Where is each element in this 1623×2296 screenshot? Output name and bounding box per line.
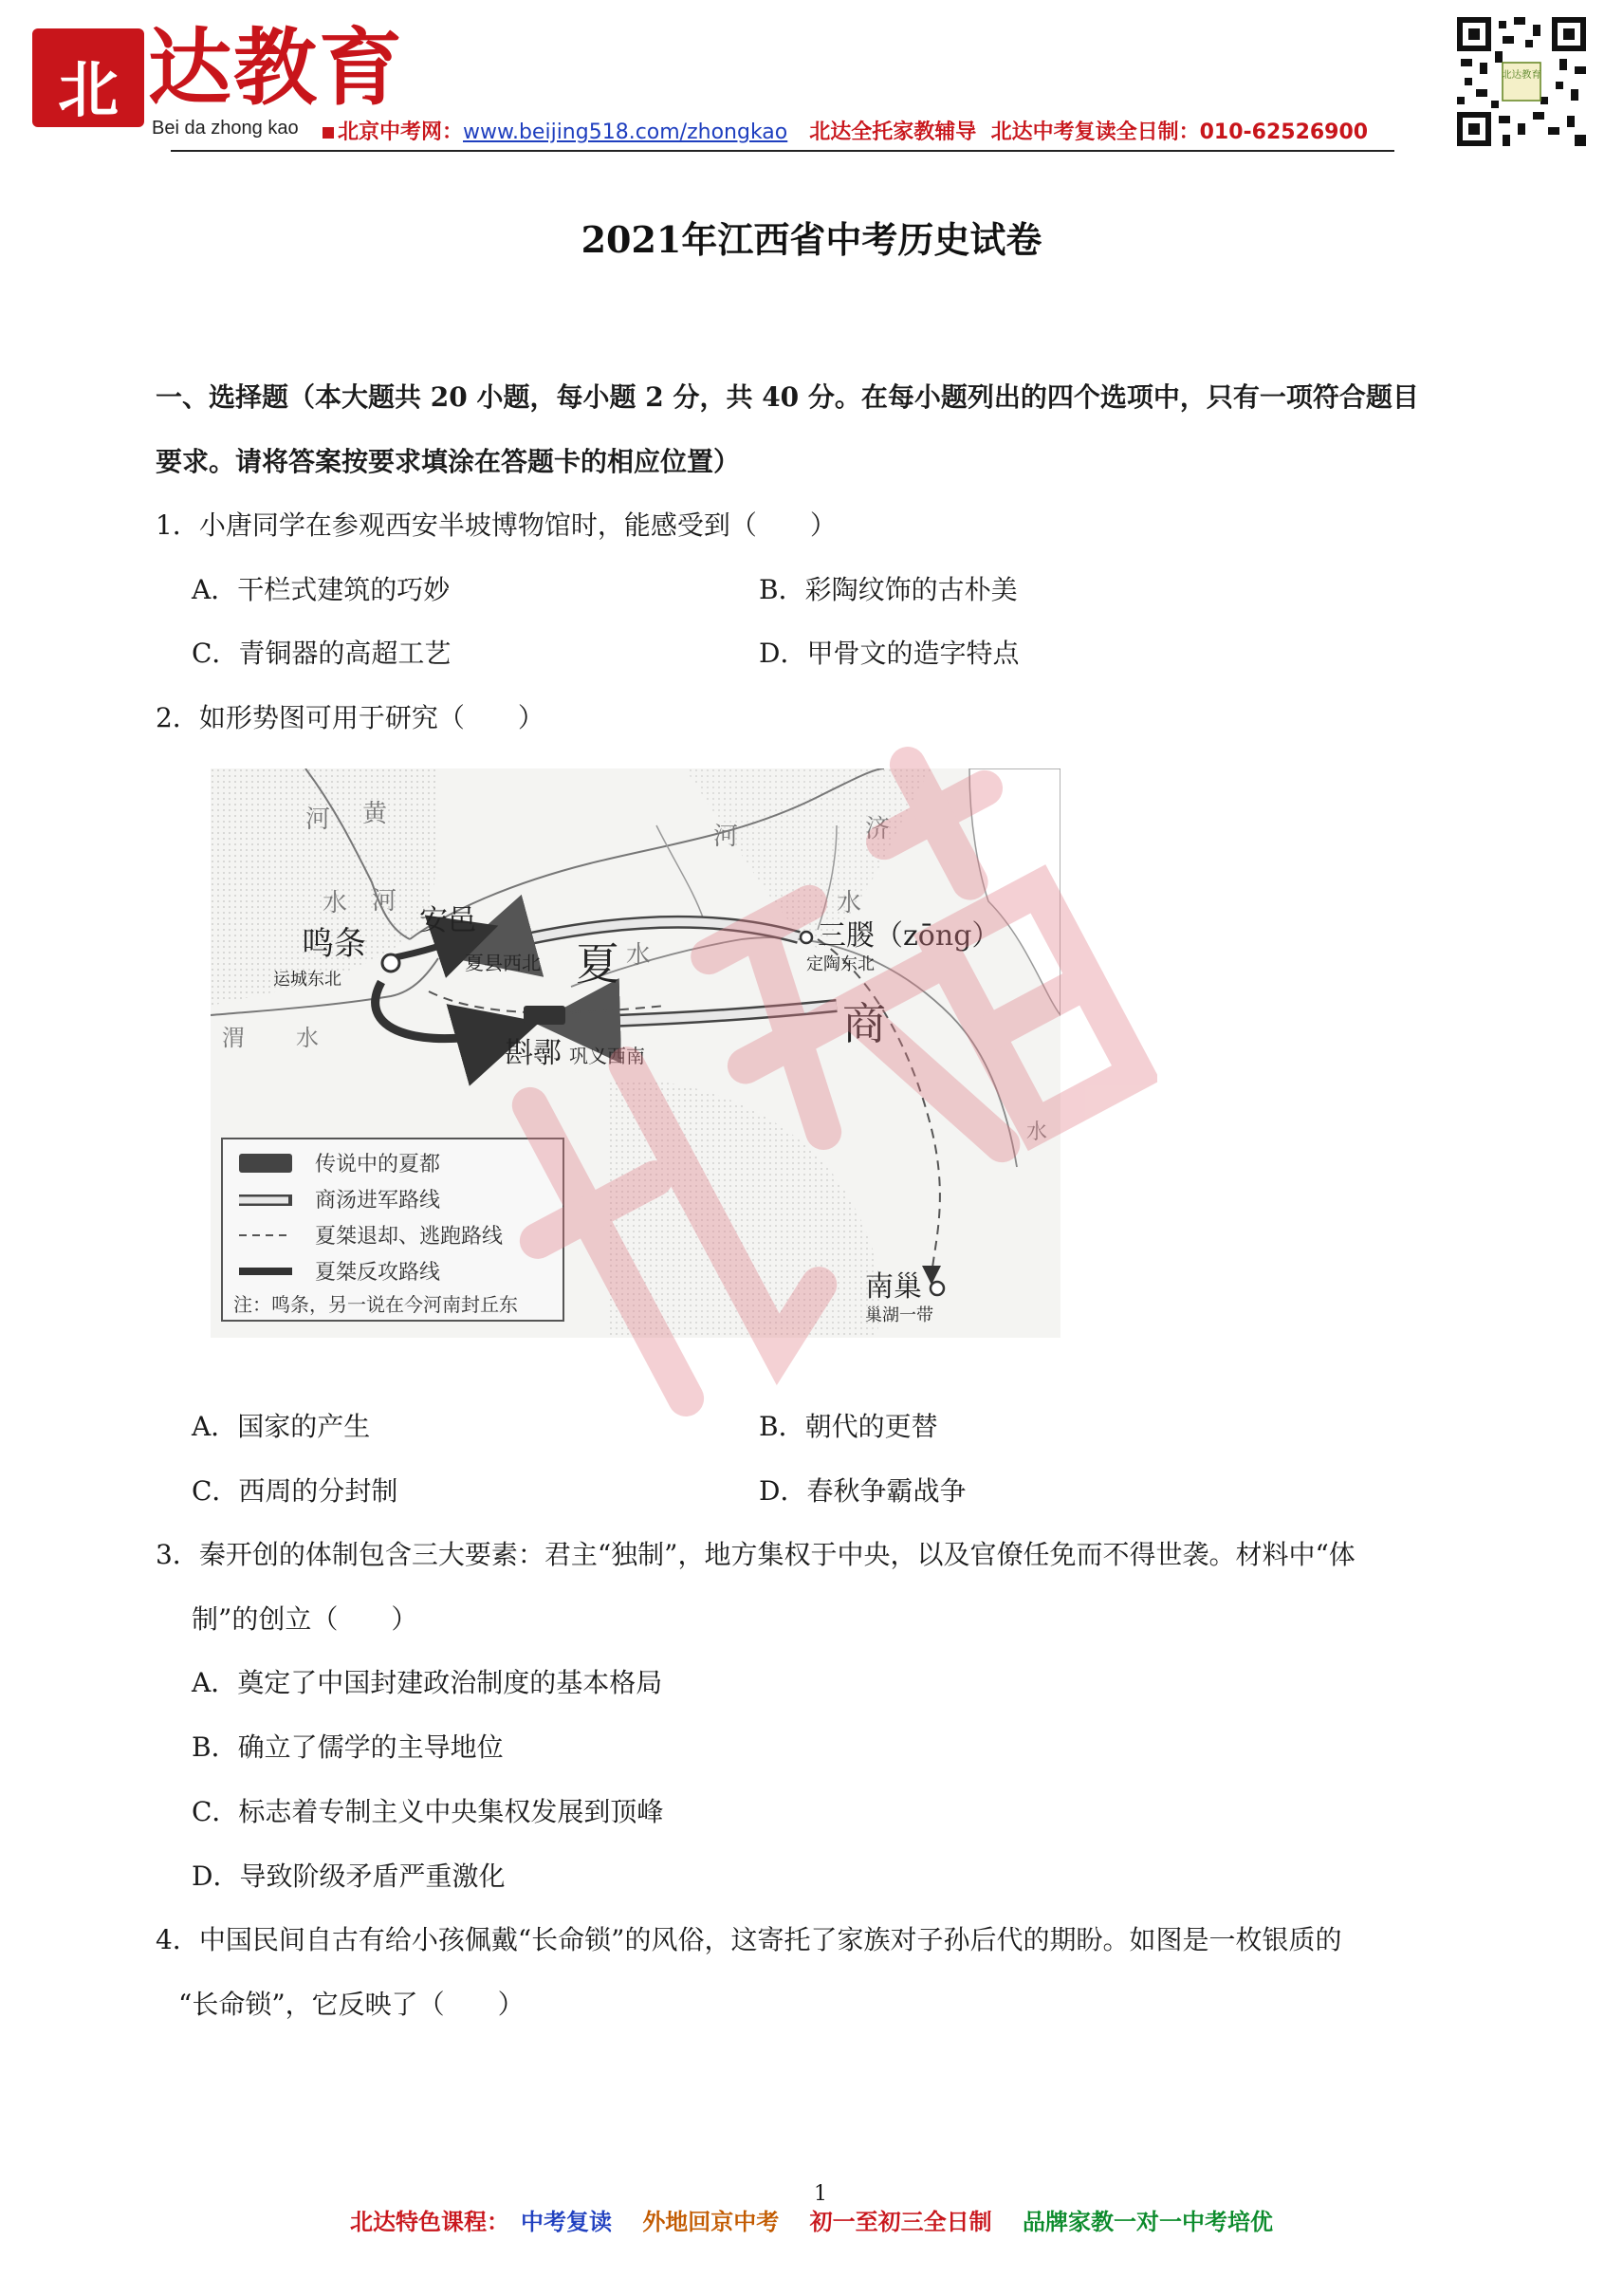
place-nanchao: 南巢	[865, 1270, 922, 1304]
map-label: 河	[372, 887, 397, 916]
legend-item: 传说中的夏都	[315, 1153, 441, 1176]
nanchao-marker	[931, 1282, 944, 1295]
footer-item-2: 外地回京中考	[642, 2209, 780, 2235]
place-mingtiao-sub: 运城东北	[273, 970, 341, 990]
page-title: 2021年江西省中考历史试卷	[581, 218, 1042, 261]
map-label: 水	[1026, 1120, 1048, 1144]
footer-courses	[0, 2203, 1623, 2236]
q4-stem-2: “长命锁”，它反映了（ ）	[178, 1989, 525, 2020]
place-zhenxun-sub: 巩义西南	[569, 1045, 645, 1067]
site-label: 北京中考网：	[338, 120, 464, 144]
xia-shang-war-map	[211, 768, 1060, 1338]
footer-label: 北达特色课程：	[349, 2209, 509, 2235]
q4-stem-1: 4．中国民间自古有给小孩佩戴“长命锁”的风俗，这寄托了家族对子孙后代的期盼。如图是一枚银质的	[156, 1924, 1342, 1955]
map-label: 水	[323, 889, 348, 917]
map-label: 水	[296, 1025, 319, 1051]
q1-option-a[interactable]: A．干栏式建筑的巧妙	[192, 574, 451, 605]
q1-option-b[interactable]: B．彩陶纹饰的古朴美	[759, 574, 1018, 605]
header-rule	[171, 150, 1394, 152]
q1-stem: 1．小唐同学在参观西安半坡博物馆时，能感受到（ ）	[156, 509, 837, 541]
footer-item-3: 初一至初三全日制	[809, 2209, 992, 2235]
page-number: 1	[814, 2182, 827, 2206]
qr-center-label: 北达教育	[1502, 69, 1541, 81]
slogan-1: 北达全托家教辅导	[809, 120, 977, 144]
map-label: 河	[305, 805, 331, 834]
footer-item-4: 品牌家教一对一中考培优	[1023, 2209, 1274, 2235]
q1-option-c[interactable]: C．青铜器的高超工艺	[192, 638, 452, 669]
mingtiao-marker	[382, 954, 399, 972]
q3-option-b[interactable]: B．确立了儒学的主导地位	[192, 1731, 504, 1763]
map-label: 水	[837, 889, 862, 917]
header-info-line	[323, 116, 1368, 145]
sanzong-marker	[801, 932, 812, 943]
legend-item: 夏桀退却、逃跑路线	[315, 1225, 504, 1249]
q3-stem-1: 3．秦开创的体制包含三大要素：君主“独制”，地方集权于中央，以及官僚任免而不得世袭。材料中“体	[156, 1539, 1356, 1570]
legend-item: 夏桀反攻路线	[315, 1261, 441, 1285]
zhenxun-capital-icon	[524, 1006, 565, 1025]
brand-logo: 北	[32, 28, 144, 127]
square-bullet-icon	[323, 127, 334, 139]
legend-note: 注：鸣条，另一说在今河南封丘东	[233, 1293, 518, 1316]
q2-option-d[interactable]: D．春秋争霸战争	[759, 1475, 967, 1507]
slogan-2: 北达中考复读全日制：010-62526900	[990, 120, 1369, 144]
map-label: 济	[865, 815, 891, 843]
place-anyi: 安邑	[419, 904, 476, 937]
q3-option-c[interactable]: C．标志着专制主义中央集权发展到顶峰	[192, 1796, 664, 1827]
map-label: 渭	[222, 1025, 245, 1051]
q3-option-d[interactable]: D．导致阶级矛盾严重激化	[192, 1861, 506, 1892]
q3-stem-2: 制”的创立（ ）	[192, 1603, 418, 1635]
place-xiaxian: 夏县西北	[465, 952, 541, 974]
q2-option-c[interactable]: C．西周的分封制	[192, 1475, 398, 1507]
q2-stem: 2．如形势图可用于研究（ ）	[156, 702, 544, 733]
section-instructions-2: 要求。请将答案按要求填涂在答题卡的相应位置）	[156, 446, 741, 477]
map-label: 河	[713, 823, 739, 851]
site-link[interactable]: www.beijing518.com/zhongkao	[463, 120, 788, 144]
section-instructions-1: 一、选择题（本大题共 20 小题，每小题 2 分，共 40 分。在每小题列出的四个选项中，只有一项符合题目	[156, 381, 1419, 413]
map-label: 黄	[362, 800, 388, 828]
place-mingtiao: 鸣条	[302, 925, 366, 963]
q3-option-a[interactable]: A．奠定了中国封建政治制度的基本格局	[192, 1667, 663, 1698]
place-sanzong-sub: 定陶东北	[806, 954, 875, 974]
brand-pinyin: Bei da zhong kao	[152, 118, 299, 139]
place-sanzong: 三朡（zōng）	[818, 919, 1001, 953]
q2-option-b[interactable]: B．朝代的更替	[759, 1411, 938, 1442]
place-zhenxun: 斟鄩	[505, 1037, 562, 1070]
legend-item: 商汤进军路线	[315, 1189, 441, 1213]
q1-option-d[interactable]: D．甲骨文的造字特点	[759, 638, 1020, 669]
map-label: 水	[626, 941, 652, 970]
state-shang: 商	[842, 998, 886, 1049]
q2-option-a[interactable]: A．国家的产生	[192, 1411, 371, 1442]
qr-code-icon	[1457, 17, 1586, 146]
state-xia: 夏	[576, 938, 619, 990]
footer-item-1: 中考复读	[520, 2209, 612, 2235]
brand-name: 达教育	[148, 19, 405, 117]
place-nanchao-sub: 巢湖一带	[865, 1305, 933, 1325]
map-legend	[222, 1139, 563, 1321]
